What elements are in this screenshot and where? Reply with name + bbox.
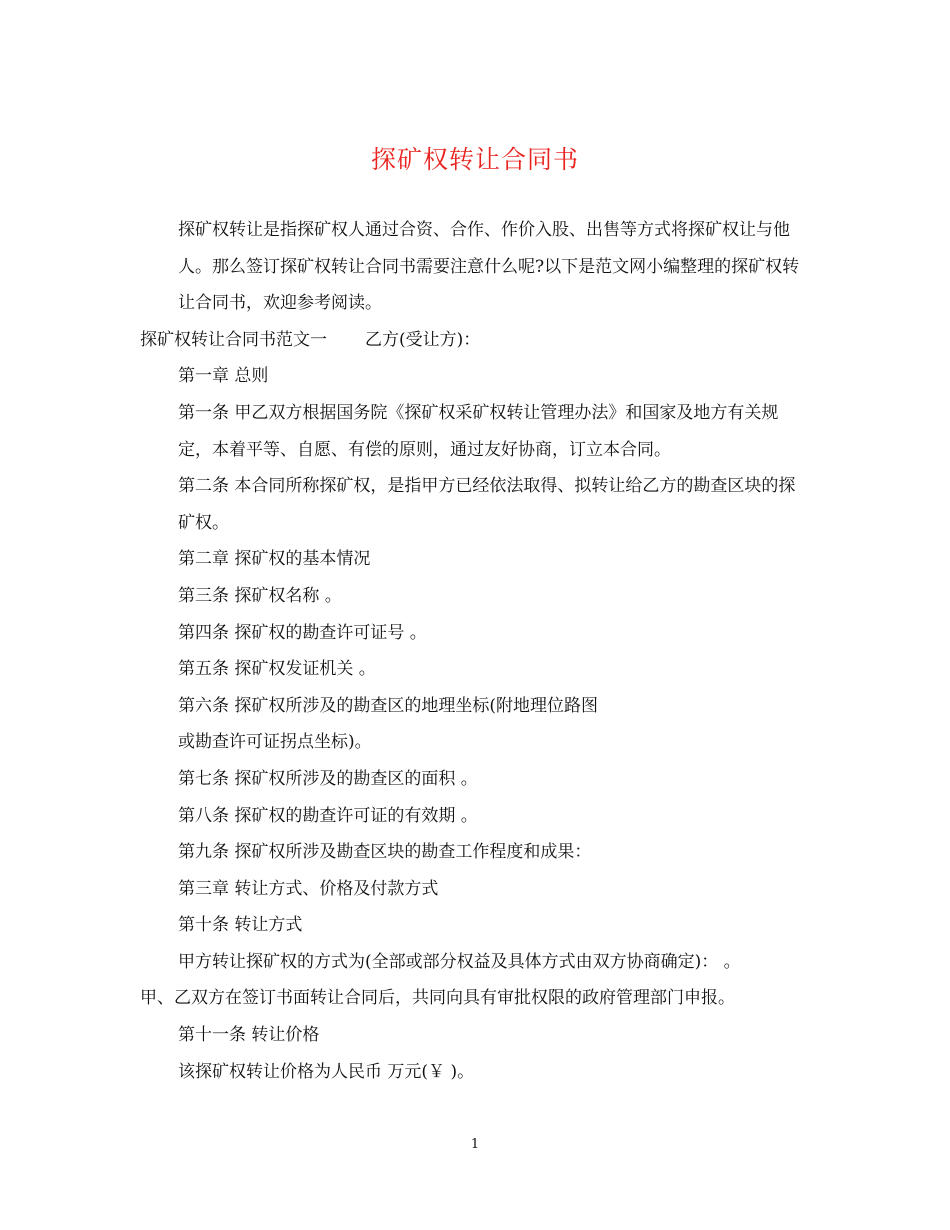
sample-heading: 探矿权转让合同书范文一 (140, 329, 327, 350)
document-body (140, 212, 812, 1090)
article-paragraph: 第七条 探矿权所涉及的勘查区的面积 。 (178, 768, 478, 789)
chapter-heading: 第二章 探矿权的基本情况 (178, 549, 371, 570)
intro-paragraph: 探矿权转让是指探矿权人通过合资、合作、作价入股、出售等方式将探矿权让与他人。那么签订探矿权转让合同书需要注意什么呢?以下是范文网小编整理的探矿权转让合同书，欢迎参考阅读。 (178, 220, 800, 314)
article-paragraph: 第五条 探矿权发证机关 。 (178, 659, 376, 680)
article-paragraph: 甲、乙双方在签订书面转让合同后，共同向具有审批权限的政府管理部门申报。 (140, 988, 735, 1009)
article-paragraph: 第四条 探矿权的勘查许可证号 。 (178, 622, 427, 643)
article-paragraph: 第十一条 转让价格 (178, 1025, 320, 1046)
article-paragraph: 第十条 转让方式 (178, 915, 303, 936)
sample-heading-line (140, 322, 812, 359)
chapter-heading: 第一章 总则 (178, 366, 269, 387)
article-paragraph: 第二条 本合同所称探矿权，是指甲方已经依法取得、拟转让给乙方的勘查区块的探矿权。 (178, 476, 796, 533)
article-paragraph: 第九条 探矿权所涉及勘查区块的勘查工作程度和成果： (178, 842, 592, 863)
article-paragraph: 第八条 探矿权的勘查许可证的有效期 。 (178, 805, 478, 826)
article-paragraph: 该探矿权转让价格为人民币 万元(￥ )。 (178, 1061, 475, 1082)
article-paragraph: 或勘查许可证拐点坐标)。 (178, 732, 372, 753)
document-title: 探矿权转让合同书 (370, 145, 579, 174)
article-paragraph: 第三条 探矿权名称 。 (178, 585, 342, 606)
chapter-heading: 第三章 转让方式、价格及付款方式 (178, 878, 439, 899)
article-paragraph: 第一条 甲乙双方根据国务院《探矿权采矿权转让管理办法》和国家及地方有关规定，本着平等、自愿、有偿的原则，通过友好协商，订立本合同。 (178, 402, 779, 460)
page-number: 1 (470, 1137, 480, 1152)
article-paragraph: 甲方转让探矿权的方式为(全部或部分权益及具体方式由双方协商确定)： 。 (178, 951, 741, 972)
party-b-label: 乙方(受让方)： (365, 329, 481, 350)
article-paragraph: 第六条 探矿权所涉及的勘查区的地理坐标(附地理位路图 (178, 695, 599, 716)
